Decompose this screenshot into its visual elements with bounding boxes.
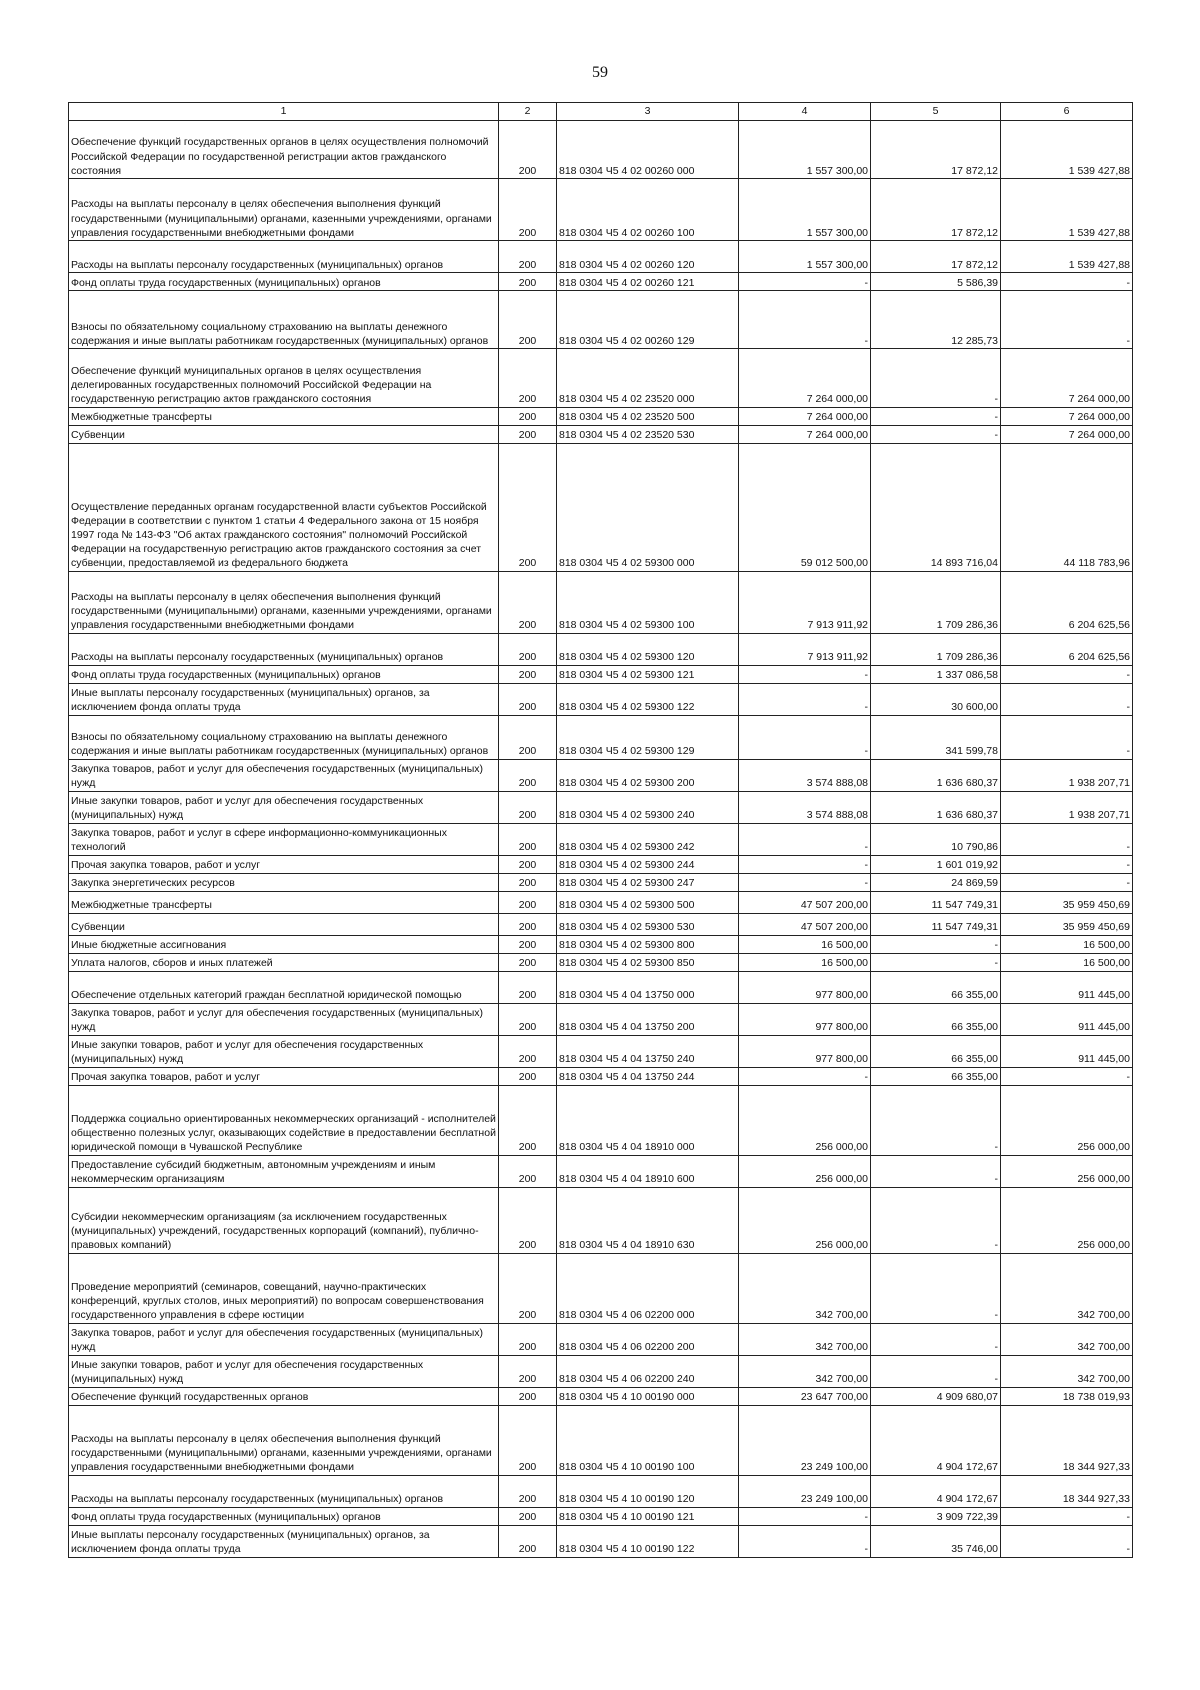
row-name: Межбюджетные трансферты bbox=[69, 891, 499, 913]
row-name: Прочая закупка товаров, работ и услуг bbox=[69, 855, 499, 873]
row-col-6: 6 204 625,56 bbox=[1001, 633, 1133, 665]
row-col-2: 200 bbox=[499, 1155, 557, 1187]
row-name: Взносы по обязательному социальному страхованию на выплаты денежного содержания и иные выплаты работникам государственных (муниципальных) органов bbox=[69, 291, 499, 349]
row-col-6: 911 445,00 bbox=[1001, 1003, 1133, 1035]
row-col-5: - bbox=[871, 1187, 1001, 1253]
row-code: 818 0304 Ч5 4 02 23520 000 bbox=[557, 349, 739, 408]
row-col-2: 200 bbox=[499, 1003, 557, 1035]
table-row bbox=[69, 683, 1133, 715]
row-col-4: - bbox=[739, 683, 871, 715]
table-row bbox=[69, 1387, 1133, 1405]
row-col-6: - bbox=[1001, 1525, 1133, 1557]
row-col-6: 1 938 207,71 bbox=[1001, 791, 1133, 823]
row-col-2: 200 bbox=[499, 407, 557, 425]
table-row bbox=[69, 443, 1133, 571]
row-name: Фонд оплаты труда государственных (муниципальных) органов bbox=[69, 273, 499, 291]
row-col-2: 200 bbox=[499, 953, 557, 971]
row-col-5: 341 599,78 bbox=[871, 715, 1001, 759]
row-name: Поддержка социально ориентированных некоммерческих организаций - исполнителей общественно полезных услуг, оказывающих содействие в предоставлении бесплатной юридической помощи в Чувашской Республике bbox=[69, 1085, 499, 1155]
row-col-5: 24 869,59 bbox=[871, 873, 1001, 891]
row-name: Субсидии некоммерческим организациям (за исключением государственных (муниципальных) учреждений, государственных корпораций (компаний), публично-правовых компаний) bbox=[69, 1187, 499, 1253]
row-col-6: - bbox=[1001, 1067, 1133, 1085]
row-col-4: 23 249 100,00 bbox=[739, 1475, 871, 1507]
row-col-2: 200 bbox=[499, 1405, 557, 1475]
row-code: 818 0304 Ч5 4 02 00260 100 bbox=[557, 179, 739, 241]
row-col-6: 18 344 927,33 bbox=[1001, 1475, 1133, 1507]
row-name: Субвенции bbox=[69, 913, 499, 935]
row-code: 818 0304 Ч5 4 04 13750 000 bbox=[557, 971, 739, 1003]
row-col-4: 256 000,00 bbox=[739, 1155, 871, 1187]
row-col-6: 256 000,00 bbox=[1001, 1187, 1133, 1253]
page-number: 59 bbox=[592, 64, 608, 81]
row-col-6: 7 264 000,00 bbox=[1001, 349, 1133, 408]
row-name: Проведение мероприятий (семинаров, совещаний, научно-практических конференций, круглых столов, иных мероприятий) по вопросам совершенствования государственного управления в сфере юстиции bbox=[69, 1253, 499, 1323]
table-row bbox=[69, 791, 1133, 823]
table-row bbox=[69, 1405, 1133, 1475]
row-code: 818 0304 Ч5 4 02 59300 500 bbox=[557, 891, 739, 913]
row-col-4: - bbox=[739, 715, 871, 759]
table-row bbox=[69, 935, 1133, 953]
row-code: 818 0304 Ч5 4 02 59300 120 bbox=[557, 633, 739, 665]
row-code: 818 0304 Ч5 4 02 00260 121 bbox=[557, 273, 739, 291]
table-header bbox=[69, 103, 1133, 121]
row-col-4: 7 264 000,00 bbox=[739, 425, 871, 443]
row-col-2: 200 bbox=[499, 855, 557, 873]
table-row bbox=[69, 1507, 1133, 1525]
row-name: Расходы на выплаты персоналу государственных (муниципальных) органов bbox=[69, 1475, 499, 1507]
table-row bbox=[69, 1187, 1133, 1253]
row-col-2: 200 bbox=[499, 891, 557, 913]
row-col-5: 17 872,12 bbox=[871, 241, 1001, 273]
row-col-4: 3 574 888,08 bbox=[739, 759, 871, 791]
row-col-2: 200 bbox=[499, 823, 557, 855]
row-code: 818 0304 Ч5 4 10 00190 121 bbox=[557, 1507, 739, 1525]
row-col-2: 200 bbox=[499, 715, 557, 759]
row-col-2: 200 bbox=[499, 121, 557, 179]
row-name: Закупка товаров, работ и услуг для обеспечения государственных (муниципальных) нужд bbox=[69, 1323, 499, 1355]
row-col-5: 12 285,73 bbox=[871, 291, 1001, 349]
table-row bbox=[69, 715, 1133, 759]
row-col-2: 200 bbox=[499, 1253, 557, 1323]
row-name: Обеспечение функций муниципальных органов в целях осуществления делегированных государственных полномочий Российской Федерации на государственную регистрацию актов гражданского состояния bbox=[69, 349, 499, 408]
row-col-2: 200 bbox=[499, 443, 557, 571]
row-code: 818 0304 Ч5 4 04 18910 630 bbox=[557, 1187, 739, 1253]
row-col-4: 7 264 000,00 bbox=[739, 407, 871, 425]
row-col-5: 4 904 172,67 bbox=[871, 1475, 1001, 1507]
row-col-5: - bbox=[871, 425, 1001, 443]
row-col-2: 200 bbox=[499, 665, 557, 683]
table-row bbox=[69, 571, 1133, 633]
row-col-2: 200 bbox=[499, 791, 557, 823]
row-col-4: - bbox=[739, 273, 871, 291]
row-col-6: - bbox=[1001, 683, 1133, 715]
row-col-4: 977 800,00 bbox=[739, 971, 871, 1003]
row-col-2: 200 bbox=[499, 179, 557, 241]
row-col-2: 200 bbox=[499, 759, 557, 791]
row-code: 818 0304 Ч5 4 02 59300 129 bbox=[557, 715, 739, 759]
row-col-2: 200 bbox=[499, 1187, 557, 1253]
row-col-6: 7 264 000,00 bbox=[1001, 425, 1133, 443]
row-col-2: 200 bbox=[499, 1323, 557, 1355]
row-code: 818 0304 Ч5 4 02 59300 850 bbox=[557, 953, 739, 971]
table-row bbox=[69, 121, 1133, 179]
row-col-4: 3 574 888,08 bbox=[739, 791, 871, 823]
row-name: Расходы на выплаты персоналу в целях обеспечения выполнения функций государственными (муниципальными) органами, казенными учреждениями, органами управления государственными внебюджетными фондами bbox=[69, 179, 499, 241]
table-row bbox=[69, 241, 1133, 273]
row-name: Субвенции bbox=[69, 425, 499, 443]
row-col-6: - bbox=[1001, 273, 1133, 291]
row-col-4: 47 507 200,00 bbox=[739, 913, 871, 935]
row-col-2: 200 bbox=[499, 913, 557, 935]
row-col-6: - bbox=[1001, 823, 1133, 855]
row-name: Иные закупки товаров, работ и услуг для обеспечения государственных (муниципальных) нужд bbox=[69, 1355, 499, 1387]
row-code: 818 0304 Ч5 4 02 59300 242 bbox=[557, 823, 739, 855]
row-col-4: 59 012 500,00 bbox=[739, 443, 871, 571]
row-code: 818 0304 Ч5 4 02 00260 000 bbox=[557, 121, 739, 179]
row-name: Иные выплаты персоналу государственных (муниципальных) органов, за исключением фонда оплаты труда bbox=[69, 1525, 499, 1557]
table-row bbox=[69, 1253, 1133, 1323]
header-row bbox=[69, 103, 1133, 121]
row-col-5: 17 872,12 bbox=[871, 179, 1001, 241]
table-row bbox=[69, 759, 1133, 791]
row-col-2: 200 bbox=[499, 1475, 557, 1507]
row-code: 818 0304 Ч5 4 02 00260 129 bbox=[557, 291, 739, 349]
row-col-6: 342 700,00 bbox=[1001, 1355, 1133, 1387]
table-row bbox=[69, 823, 1133, 855]
row-col-6: 1 938 207,71 bbox=[1001, 759, 1133, 791]
row-col-5: 30 600,00 bbox=[871, 683, 1001, 715]
table-row bbox=[69, 1067, 1133, 1085]
table-row bbox=[69, 1155, 1133, 1187]
row-name: Иные закупки товаров, работ и услуг для обеспечения государственных (муниципальных) нужд bbox=[69, 791, 499, 823]
table-row bbox=[69, 291, 1133, 349]
row-col-6: 18 344 927,33 bbox=[1001, 1405, 1133, 1475]
row-col-2: 200 bbox=[499, 273, 557, 291]
row-col-5: - bbox=[871, 1253, 1001, 1323]
row-col-6: 35 959 450,69 bbox=[1001, 913, 1133, 935]
row-col-4: - bbox=[739, 855, 871, 873]
row-col-6: 18 738 019,93 bbox=[1001, 1387, 1133, 1405]
row-code: 818 0304 Ч5 4 02 59300 200 bbox=[557, 759, 739, 791]
row-name: Иные закупки товаров, работ и услуг для обеспечения государственных (муниципальных) нужд bbox=[69, 1035, 499, 1067]
row-name: Фонд оплаты труда государственных (муниципальных) органов bbox=[69, 665, 499, 683]
table-row bbox=[69, 273, 1133, 291]
row-col-6: 1 539 427,88 bbox=[1001, 121, 1133, 179]
row-code: 818 0304 Ч5 4 10 00190 122 bbox=[557, 1525, 739, 1557]
row-col-6: 1 539 427,88 bbox=[1001, 241, 1133, 273]
row-col-5: 10 790,86 bbox=[871, 823, 1001, 855]
row-col-4: 256 000,00 bbox=[739, 1187, 871, 1253]
row-col-5: 17 872,12 bbox=[871, 121, 1001, 179]
row-col-2: 200 bbox=[499, 633, 557, 665]
row-col-6: 35 959 450,69 bbox=[1001, 891, 1133, 913]
row-col-2: 200 bbox=[499, 1067, 557, 1085]
row-col-5: - bbox=[871, 1323, 1001, 1355]
row-col-5: - bbox=[871, 1085, 1001, 1155]
row-col-4: 7 264 000,00 bbox=[739, 349, 871, 408]
row-name: Расходы на выплаты персоналу государственных (муниципальных) органов bbox=[69, 633, 499, 665]
row-code: 818 0304 Ч5 4 02 00260 120 bbox=[557, 241, 739, 273]
row-col-5: 66 355,00 bbox=[871, 1003, 1001, 1035]
row-col-6: 16 500,00 bbox=[1001, 953, 1133, 971]
row-col-4: 342 700,00 bbox=[739, 1323, 871, 1355]
row-code: 818 0304 Ч5 4 02 59300 800 bbox=[557, 935, 739, 953]
row-col-6: 911 445,00 bbox=[1001, 971, 1133, 1003]
row-col-4: - bbox=[739, 291, 871, 349]
row-name: Обеспечение функций государственных органов bbox=[69, 1387, 499, 1405]
row-name: Осуществление переданных органам государственной власти субъектов Российской Федерации в соответствии с пунктом 1 статьи 4 Федерального закона от 15 ноября 1997 года № 143-ФЗ "Об актах гражданского состояния" полномочий Российской Федерации на государственную регистрацию актов гражданского состояния за счет субвенции, предоставляемой из федерального бюджета bbox=[69, 443, 499, 571]
row-col-5: 1 601 019,92 bbox=[871, 855, 1001, 873]
row-code: 818 0304 Ч5 4 06 02200 200 bbox=[557, 1323, 739, 1355]
row-col-2: 200 bbox=[499, 571, 557, 633]
row-col-5: 14 893 716,04 bbox=[871, 443, 1001, 571]
table-row bbox=[69, 971, 1133, 1003]
table-row bbox=[69, 1003, 1133, 1035]
row-name: Закупка товаров, работ и услуг в сфере информационно-коммуникационных технологий bbox=[69, 823, 499, 855]
row-col-2: 200 bbox=[499, 291, 557, 349]
row-col-5: 66 355,00 bbox=[871, 1067, 1001, 1085]
row-name: Иные выплаты персоналу государственных (муниципальных) органов, за исключением фонда оплаты труда bbox=[69, 683, 499, 715]
table-row bbox=[69, 1085, 1133, 1155]
row-code: 818 0304 Ч5 4 02 59300 121 bbox=[557, 665, 739, 683]
header-col-4: 4 bbox=[739, 103, 871, 121]
row-col-6: 6 204 625,56 bbox=[1001, 571, 1133, 633]
row-name: Фонд оплаты труда государственных (муниципальных) органов bbox=[69, 1507, 499, 1525]
row-code: 818 0304 Ч5 4 06 02200 000 bbox=[557, 1253, 739, 1323]
row-col-5: - bbox=[871, 1155, 1001, 1187]
row-col-5: 1 709 286,36 bbox=[871, 633, 1001, 665]
row-name: Обеспечение отдельных категорий граждан бесплатной юридической помощью bbox=[69, 971, 499, 1003]
row-col-5: - bbox=[871, 1355, 1001, 1387]
row-col-6: 342 700,00 bbox=[1001, 1323, 1133, 1355]
row-col-6: 7 264 000,00 bbox=[1001, 407, 1133, 425]
row-code: 818 0304 Ч5 4 10 00190 100 bbox=[557, 1405, 739, 1475]
row-code: 818 0304 Ч5 4 04 13750 244 bbox=[557, 1067, 739, 1085]
row-code: 818 0304 Ч5 4 02 59300 530 bbox=[557, 913, 739, 935]
table-row bbox=[69, 1525, 1133, 1557]
row-col-4: - bbox=[739, 1525, 871, 1557]
row-col-2: 200 bbox=[499, 1085, 557, 1155]
row-code: 818 0304 Ч5 4 02 23520 530 bbox=[557, 425, 739, 443]
table-row bbox=[69, 1035, 1133, 1067]
row-code: 818 0304 Ч5 4 10 00190 000 bbox=[557, 1387, 739, 1405]
row-col-6: 16 500,00 bbox=[1001, 935, 1133, 953]
row-col-4: 7 913 911,92 bbox=[739, 571, 871, 633]
header-col-5: 5 bbox=[871, 103, 1001, 121]
row-col-4: 342 700,00 bbox=[739, 1355, 871, 1387]
row-col-5: 4 904 172,67 bbox=[871, 1405, 1001, 1475]
row-col-6: 342 700,00 bbox=[1001, 1253, 1133, 1323]
row-code: 818 0304 Ч5 4 02 59300 244 bbox=[557, 855, 739, 873]
row-name: Расходы на выплаты персоналу в целях обеспечения выполнения функций государственными (муниципальными) органами, казенными учреждениями, органами управления государственными внебюджетными фондами bbox=[69, 571, 499, 633]
row-col-2: 200 bbox=[499, 1525, 557, 1557]
table-row bbox=[69, 1355, 1133, 1387]
row-col-4: - bbox=[739, 665, 871, 683]
row-col-6: 1 539 427,88 bbox=[1001, 179, 1133, 241]
row-col-2: 200 bbox=[499, 1355, 557, 1387]
row-col-4: 23 647 700,00 bbox=[739, 1387, 871, 1405]
row-col-6: 44 118 783,96 bbox=[1001, 443, 1133, 571]
row-col-4: - bbox=[739, 823, 871, 855]
row-name: Закупка товаров, работ и услуг для обеспечения государственных (муниципальных) нужд bbox=[69, 759, 499, 791]
table-row bbox=[69, 913, 1133, 935]
row-name: Расходы на выплаты персоналу в целях обеспечения выполнения функций государственными (муниципальными) органами, казенными учреждениями, органами управления государственными внебюджетными фондами bbox=[69, 1405, 499, 1475]
row-col-5: 35 746,00 bbox=[871, 1525, 1001, 1557]
table-row bbox=[69, 855, 1133, 873]
row-code: 818 0304 Ч5 4 10 00190 120 bbox=[557, 1475, 739, 1507]
table-row bbox=[69, 891, 1133, 913]
table-row bbox=[69, 1475, 1133, 1507]
row-col-4: 977 800,00 bbox=[739, 1035, 871, 1067]
row-col-4: 16 500,00 bbox=[739, 953, 871, 971]
table-row bbox=[69, 873, 1133, 891]
row-code: 818 0304 Ч5 4 06 02200 240 bbox=[557, 1355, 739, 1387]
row-col-2: 200 bbox=[499, 683, 557, 715]
row-code: 818 0304 Ч5 4 04 18910 000 bbox=[557, 1085, 739, 1155]
row-col-5: - bbox=[871, 407, 1001, 425]
row-code: 818 0304 Ч5 4 02 59300 122 bbox=[557, 683, 739, 715]
row-col-6: 256 000,00 bbox=[1001, 1155, 1133, 1187]
row-col-4: 977 800,00 bbox=[739, 1003, 871, 1035]
row-code: 818 0304 Ч5 4 04 18910 600 bbox=[557, 1155, 739, 1187]
row-code: 818 0304 Ч5 4 02 59300 247 bbox=[557, 873, 739, 891]
table-row bbox=[69, 665, 1133, 683]
table-row bbox=[69, 349, 1133, 408]
row-col-5: 3 909 722,39 bbox=[871, 1507, 1001, 1525]
row-col-5: 11 547 749,31 bbox=[871, 913, 1001, 935]
row-col-5: 4 909 680,07 bbox=[871, 1387, 1001, 1405]
table-row bbox=[69, 953, 1133, 971]
row-code: 818 0304 Ч5 4 04 13750 200 bbox=[557, 1003, 739, 1035]
budget-table bbox=[68, 102, 1133, 1558]
row-col-2: 200 bbox=[499, 935, 557, 953]
row-col-4: 256 000,00 bbox=[739, 1085, 871, 1155]
row-code: 818 0304 Ч5 4 02 59300 240 bbox=[557, 791, 739, 823]
row-col-2: 200 bbox=[499, 971, 557, 1003]
row-col-6: - bbox=[1001, 855, 1133, 873]
row-col-2: 200 bbox=[499, 873, 557, 891]
row-col-4: - bbox=[739, 873, 871, 891]
row-col-2: 200 bbox=[499, 349, 557, 408]
row-col-6: - bbox=[1001, 665, 1133, 683]
row-col-2: 200 bbox=[499, 1035, 557, 1067]
table-row bbox=[69, 425, 1133, 443]
row-name: Расходы на выплаты персоналу государственных (муниципальных) органов bbox=[69, 241, 499, 273]
row-name: Иные бюджетные ассигнования bbox=[69, 935, 499, 953]
row-col-5: 1 636 680,37 bbox=[871, 759, 1001, 791]
row-name: Взносы по обязательному социальному страхованию на выплаты денежного содержания и иные выплаты работникам государственных (муниципальных) органов bbox=[69, 715, 499, 759]
row-name: Обеспечение функций государственных органов в целях осуществления полномочий Российской Федерации по государственной регистрации актов гражданского состояния bbox=[69, 121, 499, 179]
row-code: 818 0304 Ч5 4 02 23520 500 bbox=[557, 407, 739, 425]
table-row bbox=[69, 407, 1133, 425]
header-col-3: 3 bbox=[557, 103, 739, 121]
row-col-4: 342 700,00 bbox=[739, 1253, 871, 1323]
table-row bbox=[69, 179, 1133, 241]
row-col-5: 66 355,00 bbox=[871, 1035, 1001, 1067]
header-col-2: 2 bbox=[499, 103, 557, 121]
row-col-6: - bbox=[1001, 873, 1133, 891]
row-col-5: 5 586,39 bbox=[871, 273, 1001, 291]
row-col-5: 1 636 680,37 bbox=[871, 791, 1001, 823]
row-col-4: 23 249 100,00 bbox=[739, 1405, 871, 1475]
header-col-1: 1 bbox=[69, 103, 499, 121]
row-col-4: - bbox=[739, 1067, 871, 1085]
header-col-6: 6 bbox=[1001, 103, 1133, 121]
row-col-5: 1 709 286,36 bbox=[871, 571, 1001, 633]
row-col-4: 16 500,00 bbox=[739, 935, 871, 953]
row-col-6: 256 000,00 bbox=[1001, 1085, 1133, 1155]
row-col-4: 1 557 300,00 bbox=[739, 121, 871, 179]
row-col-5: - bbox=[871, 953, 1001, 971]
row-col-2: 200 bbox=[499, 1387, 557, 1405]
row-col-5: 11 547 749,31 bbox=[871, 891, 1001, 913]
table-row bbox=[69, 633, 1133, 665]
row-col-5: 66 355,00 bbox=[871, 971, 1001, 1003]
row-col-4: 47 507 200,00 bbox=[739, 891, 871, 913]
row-name: Закупка энергетических ресурсов bbox=[69, 873, 499, 891]
table-body bbox=[69, 121, 1133, 1558]
table-row bbox=[69, 1323, 1133, 1355]
row-name: Прочая закупка товаров, работ и услуг bbox=[69, 1067, 499, 1085]
row-col-4: 7 913 911,92 bbox=[739, 633, 871, 665]
row-col-5: 1 337 086,58 bbox=[871, 665, 1001, 683]
row-col-6: - bbox=[1001, 715, 1133, 759]
row-col-6: 911 445,00 bbox=[1001, 1035, 1133, 1067]
row-col-2: 200 bbox=[499, 241, 557, 273]
row-col-4: 1 557 300,00 bbox=[739, 241, 871, 273]
row-col-5: - bbox=[871, 349, 1001, 408]
row-name: Закупка товаров, работ и услуг для обеспечения государственных (муниципальных) нужд bbox=[69, 1003, 499, 1035]
row-col-2: 200 bbox=[499, 425, 557, 443]
row-code: 818 0304 Ч5 4 02 59300 000 bbox=[557, 443, 739, 571]
row-name: Межбюджетные трансферты bbox=[69, 407, 499, 425]
row-col-4: 1 557 300,00 bbox=[739, 179, 871, 241]
row-col-5: - bbox=[871, 935, 1001, 953]
row-name: Уплата налогов, сборов и иных платежей bbox=[69, 953, 499, 971]
row-code: 818 0304 Ч5 4 02 59300 100 bbox=[557, 571, 739, 633]
row-code: 818 0304 Ч5 4 04 13750 240 bbox=[557, 1035, 739, 1067]
row-col-4: - bbox=[739, 1507, 871, 1525]
row-name: Предоставление субсидий бюджетным, автономным учреждениям и иным некоммерческим организациям bbox=[69, 1155, 499, 1187]
row-col-6: - bbox=[1001, 291, 1133, 349]
row-col-2: 200 bbox=[499, 1507, 557, 1525]
row-col-6: - bbox=[1001, 1507, 1133, 1525]
